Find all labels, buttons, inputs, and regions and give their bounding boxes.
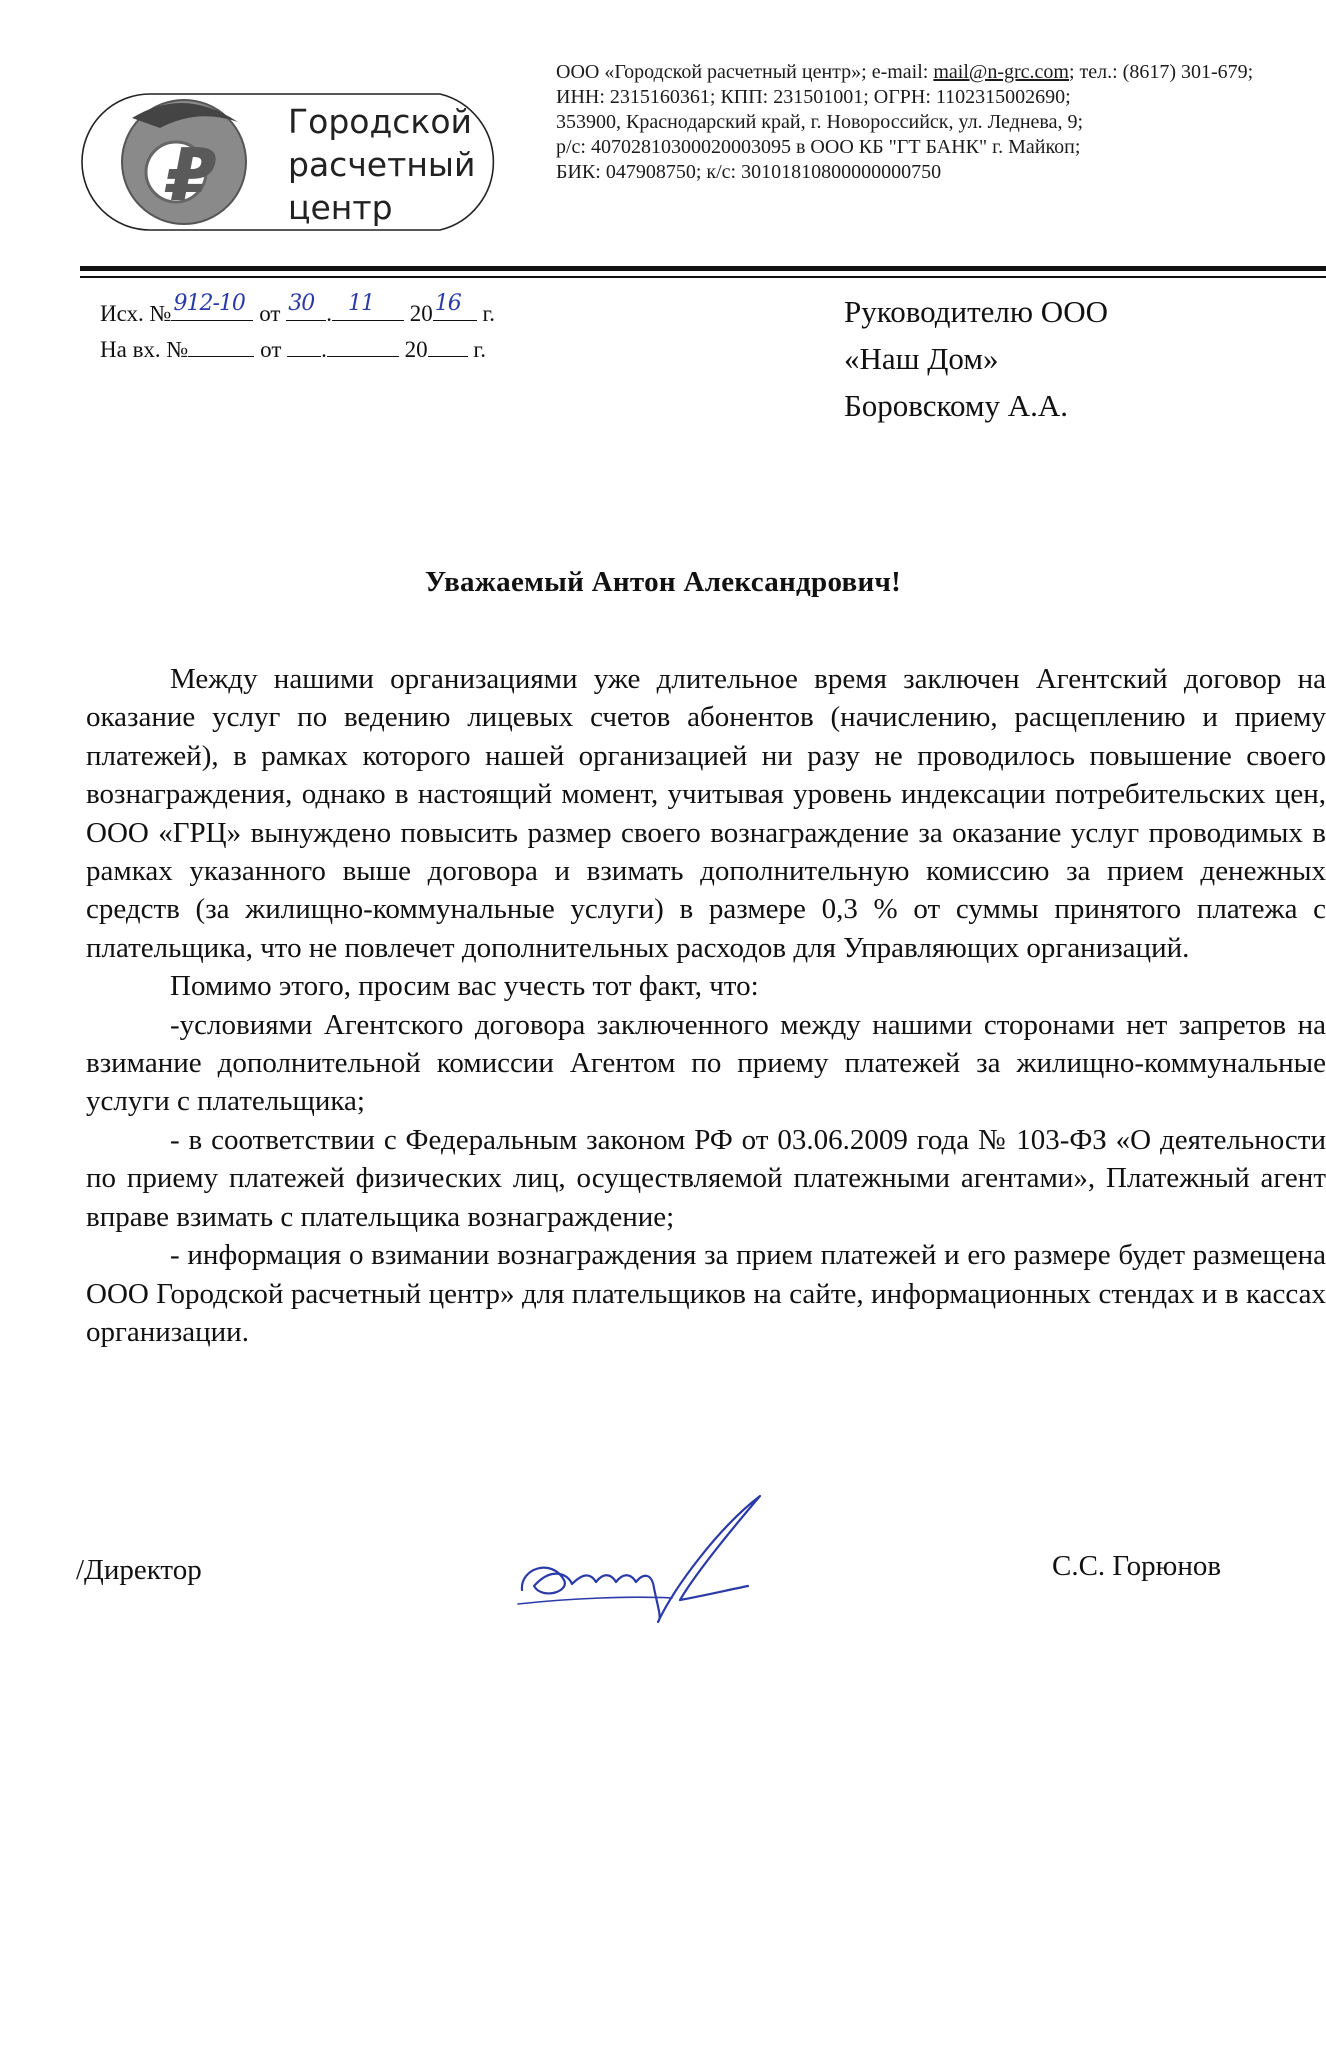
body-paragraph-5: - информация о взимании вознаграждения за прием платежей и его размере будет размещена ООО Городской расчетный центр» для плательщиков на сайте, информационных стендах и в кассах организации. bbox=[86, 1239, 1326, 1348]
outgoing-year-field: 16 bbox=[433, 300, 477, 321]
outgoing-reference: Исх. № 912-10 от 30 . 11 20 16 г. bbox=[100, 296, 495, 332]
handwritten-signature-icon bbox=[512, 1488, 782, 1628]
signatory-name: С.С. Горюнов bbox=[1052, 1550, 1222, 1582]
logo-text-line-3: центр bbox=[288, 188, 393, 227]
org-details-line-5: БИК: 047908750; к/с: 30101810800000000750 bbox=[556, 161, 942, 183]
body-paragraph-3: -условиями Агентского договора заключенного между нашими сторонами нет запретов на взимание дополнительной комиссии Агентом по приему платежей за жилищно-коммунальные услуги с плательщика; bbox=[86, 1008, 1326, 1118]
signatory-position: /Директор bbox=[76, 1554, 202, 1586]
addressee-line-1: Руководителю ООО bbox=[844, 294, 1108, 329]
logo-text-line-2: расчетный bbox=[288, 145, 476, 184]
incoming-month-field bbox=[327, 336, 399, 357]
incoming-year-field bbox=[428, 336, 468, 357]
organization-details bbox=[556, 60, 1326, 185]
org-details-line-4: р/с: 40702810300020003095 в ООО КБ "ГТ БАНК" г. Майкоп; bbox=[556, 136, 1081, 158]
body-paragraph-1: Между нашими организациями уже длительное время заключен Агентский договор на оказание услуг по ведению лицевых счетов абонентов (начислению, расщеплению и приему платежей), в рамках которого нашей организацией ни разу не проводилось повышение своего вознаграждения, однако в настоящий момент, учитывая уровень индексации потребительских цен, ООО «ГРЦ» вынуждено повысить размер своего вознаграждение за оказание услуг проводимых в рамках указанного выше договора и взимать дополнительную комиссию за прием денежных средств (за жилищно-коммунальные услуги) в размере 0,3 % от суммы принятого платежа с плательщика, что не повлечет дополнительных расходов для Управляющих организаций. bbox=[86, 663, 1326, 964]
header-divider-thin bbox=[80, 276, 1326, 278]
incoming-day-field bbox=[287, 336, 321, 357]
header-divider-thick bbox=[80, 266, 1326, 271]
outgoing-month-field: 11 bbox=[332, 300, 404, 321]
letter-body bbox=[86, 660, 1326, 1351]
addressee-line-2: «Наш Дом» bbox=[844, 341, 999, 376]
body-paragraph-4: - в соответствии с Федеральным законом РФ от 03.06.2009 года № 103-ФЗ «О деятельности по приему платежей физических лиц, осуществляемой платежными агентами», Платежный агент вправе взимать с плательщика вознаграждение; bbox=[86, 1123, 1326, 1233]
email-link[interactable]: mail@n-grc.com bbox=[933, 61, 1069, 83]
org-details-line-2: ИНН: 2315160361; КПП: 231501001; ОГРН: 1102315002690; bbox=[556, 86, 1071, 108]
outgoing-number-handwritten: 912-10 bbox=[173, 291, 245, 316]
outgoing-day-field: 30 bbox=[286, 300, 326, 321]
incoming-number-field bbox=[188, 336, 254, 357]
company-logo bbox=[80, 88, 520, 236]
reference-numbers bbox=[100, 291, 496, 368]
logo-text bbox=[288, 100, 475, 229]
salutation: Уважаемый Антон Александрович! bbox=[424, 566, 902, 598]
addressee-line-3: Боровскому А.А. bbox=[844, 388, 1069, 423]
logo-text-line-1: Городской bbox=[288, 102, 472, 141]
body-paragraph-2: Помимо этого, просим вас учесть тот факт, что: bbox=[170, 970, 759, 1003]
outgoing-number-field bbox=[171, 291, 253, 321]
org-details-line-3: 353900, Краснодарский край, г. Новороссийск, ул. Леднева, 9; bbox=[556, 111, 1084, 133]
svg-text:₽: ₽ bbox=[166, 133, 217, 217]
addressee-block bbox=[844, 288, 1108, 429]
incoming-reference: На вх. № от . 20 г. bbox=[100, 337, 486, 362]
phone-text: ; тел.: (8617) 301-679; bbox=[1068, 61, 1254, 83]
org-details-line-1: ООО «Городской расчетный центр»; e-mail: mail@n-grc.com; тел.: (8617) 301-679; bbox=[556, 61, 1254, 83]
